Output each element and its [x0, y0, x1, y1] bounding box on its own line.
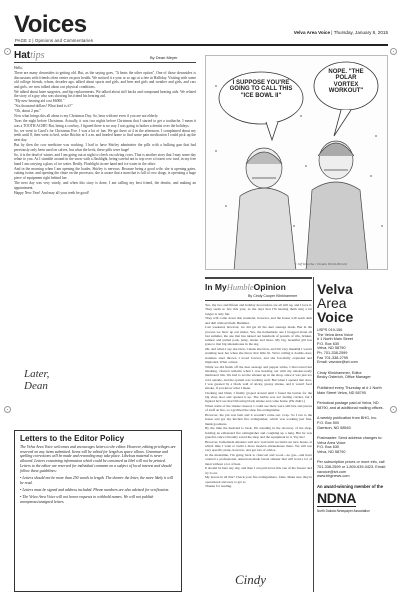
- paragraph: Oh, and when I say she blew, I mean she blew, and I'm very thankful I wasn't standing near her when she threw that little fit. We're calling it double-door, stainless steel thrown I loved forever, and she forcefully exploded and imploded. What a mess.: [205, 347, 312, 365]
- paragraph: "Six thousand dollars! What kind is it?": [14, 104, 73, 109]
- paragraph: "My new hearing aid cost $6000.": [14, 99, 65, 104]
- paragraph: But by then the cow medicine was working. I had to have Shirley administer the pills with a hulking gun that had previously only been used on calves, but what the heck, these pills were huge!: [14, 143, 196, 152]
- registration-mark-icon: [390, 48, 397, 55]
- opinion-rule: [205, 300, 312, 301]
- opinion-heading: In MyHumbleOpinion: [205, 282, 286, 292]
- policy-rules-list: [20, 476, 176, 505]
- sidebar-divider: [313, 277, 314, 592]
- paragraph: Twas the night before Christmas. Actually, it was two nights before Christmas that I started to get a toothache. I mean it was a TOOTH ACHE! But, being a cowboy, I figured there is no way I was going to bother a dentist over the holidays.: [14, 119, 196, 128]
- hat-tips-rule: [14, 62, 196, 63]
- policy-rule: • Letters must be signed and address included. Phone numbers are also advised for verification.: [20, 488, 176, 493]
- hat-tips-body: [14, 66, 196, 366]
- opinion-byline: By Cindy Cooper Klinkhammer: [248, 294, 298, 298]
- paragraph: "Oh, about 2 pm.": [14, 109, 41, 114]
- opinion-body: [205, 303, 312, 567]
- cartoon-left-bubble: I SUPPOSE YOU'RE GOING TO CALL THIS "ICE BOWL II": [229, 80, 293, 99]
- policy-title: Letters to the Editor Policy: [20, 434, 125, 443]
- subscription-info: Per subscription prices or more info, call 701-338-2599 or 1-800-639-0423. Email: vavoice@srt.com www.bhgnews.com: [317, 460, 386, 479]
- letters-policy-box: [14, 430, 182, 592]
- issue-date: Thursday, January 8, 2015: [333, 30, 388, 35]
- paragraph: However, the pin was bent and it wouldn't come out. Crap. So I ran to the house and got my kitchen fire extinguisher, which was working just fine, thank goodness.: [205, 413, 312, 426]
- masthead-date: [294, 30, 388, 35]
- paper-logo: Velva Area Voice: [317, 281, 354, 325]
- paragraph: The next day was very windy, and when this story is done, I am calling my best friend, the dentist, and making an appointment.: [14, 180, 196, 190]
- paragraph: Hello,: [14, 66, 24, 70]
- postmaster-info: Postmaster: Send address changes to: Velva Area Voice P.O. Box 630 Velva, ND 58790: [317, 436, 383, 454]
- opinion-top-rule: [205, 277, 312, 279]
- registration-mark-icon: [4, 48, 11, 55]
- ndna-logo: NDNA: [317, 490, 357, 507]
- registration-mark-icon: [390, 406, 397, 413]
- paragraph: In the meantime, I'm going back to charcoal and wood—no gas—and have ordered a professional, American-made barrel smoker that will hold a lot of meat without a lot of heat.: [205, 453, 312, 466]
- ndna-caption: North Dakota Newspaper Association: [317, 509, 370, 514]
- hat-tips-heading: Hattips: [14, 50, 45, 61]
- paragraph: They will come down this weekend, however, and the house will seem dark and dull without them. Bummer.: [205, 316, 312, 325]
- paragraph: There are many downsides to getting old. But, as the saying goes, "It beats the other option". One of those downsides is discussions with friends often center on poor health. We noticed it a year or so ago at a fete in Halliday. Visiting with some old college friends, whom, decades ago, talked about sports and girls, and beer and girls and weather and girls, and cars and girls, we now talked about our physical conditions.: [14, 70, 196, 89]
- staff-list: Cindy Klinkhammer, Editor Becky Osterloh, Office Manager: [317, 370, 371, 380]
- section-subtitle: PAGE 2 | Opinions and Commentaries: [15, 38, 94, 43]
- paragraph: My lesson in all this? Check your fire extinguishers, folks. Make sure they're operational and easy to get to.: [205, 475, 312, 484]
- date-separator: |: [331, 30, 334, 35]
- section-title: Voices: [14, 11, 87, 38]
- publication-info-sidebar: [317, 282, 388, 592]
- paragraph: So, it is the dead of winter, and I am going out at night to check on calving cows. That is another story that I may some day relate to you. As I stumble around in the snow with a flashlight, being careful not to trip over a frozen cow turd, in my free hand I am carrying a glass of ice water. Really. Flashlight in one hand and ice water in the other.: [14, 152, 196, 166]
- cartoon-right-bubble: NOPE. "THE POLAR VORTEX WORKOUT": [328, 69, 364, 95]
- hat-tips-byline: By Dean Meyer: [150, 55, 178, 60]
- policy-rule: • The Velva Area Voice will not honor requests to withhold names. We will not publish anonymous/unsigned letters.: [20, 495, 176, 504]
- paragraph: And in the morning when I am opening the loader, Shirley is nervous. Because being a good wife, she is opening gates, cutting twine, and opening the chute on the processor, she is aware that a man that is full of cow drugs, is operating a huge piece of equipment right behind her.: [14, 166, 196, 180]
- postage-info: Periodical postage paid at Velva, ND 58790, and at additional mailing offices.: [317, 401, 384, 410]
- paragraph: Choking and blind, I finally groped around until I found the button for the big shop door and opened it up. The barbie was not feeling cricket, but I figured he'd see that billowing black smoke and come home. (He didn't.): [205, 390, 312, 404]
- editorial-cartoon: [205, 55, 388, 270]
- paragraph: Happy New Year! And may all your teeth be good!: [14, 190, 90, 195]
- paragraph: When some of the smoke cleared, I could see there were still bits and pieces of stuff on fire, so I grabbed the shop fire extinguisher.: [205, 404, 312, 413]
- paragraph: We talked about knee surgeries, and hip replacements. We talked about stiff backs and compound hearing aids. We related the story of a guy who was showing his friend his hearing aid.: [14, 89, 196, 99]
- paragraph: It should be here any day, and then I can pull down this one of the freezer and try it out.: [205, 466, 312, 475]
- hat-tips-signature: Later, Dean: [24, 368, 50, 392]
- opinion-signature: Cindy: [235, 572, 267, 587]
- award-text: An award-winning member of the: [317, 483, 384, 489]
- policy-text: The Velva Area Voice welcomes and encourages letters to the editor. However, editing privileges are reserved on any items submitted. Items will be edited for length as space allows. Grammar and spelling corrections will be made and rewording may take place. Libelous material is never allowed. Letters containing information which could be construed as libel will not be printed. Letters to the editor are reserved for individual comment on a subject of local interest and should follow these guidelines:: [20, 445, 176, 473]
- paragraph: Last weekend, however, we did get all the deer sausage made. But in the process we blew up our mixer. Yes, the homemade one I bragged about all last summer, the one that has turned out hundreds of pounds of ribs, brisket, salmon and pulled pork, jerky, tender and more. My big, beautiful girl has gone to that big smokehouse in the sky.: [205, 325, 312, 347]
- paragraph: So, we went to Carol's for Christmas Eve. I was a lot of fun. We got there at 4 in the afternoon. I complained about my teeth until 8, then went to bed, woke Ritchie at 3 a.m. and headed home to find some pain medication I could pick up the next day.: [14, 128, 196, 143]
- publication-schedule: Published every Thursday at # 1 North Main Street Velva, ND 58790: [317, 385, 382, 395]
- paragraph: Thanks for reading.: [205, 484, 233, 489]
- paragraph: Now what brings this all about is my Christmas Day. So, bear with me even if you are not elderly.: [14, 114, 159, 119]
- publication-address: USPS 019-156 The Velva Area Voice # 1 North Main Street P.O. Box 630 Velva, ND 58790 Ph. 701-338-2599 Fax 701-338-2795 Email: vavoice@srt.com: [317, 328, 358, 365]
- publisher-info: A weekly publication from BHG, Inc. P.O. Box 500 Garrison, ND 58540: [317, 416, 378, 430]
- paragraph: By the time the husband is back, I'm standing in the doorway of the shop, holding an exhausted fire extinguisher and coughing up a lung. But he was grateful, since I literally saved the shop and the equipment in it. Yay me!: [205, 426, 312, 440]
- paragraph: However, homemade smokers will now wait until we build our new house, at which time I want to build a more modern smokehouse there. We will use very specific plans, however, and get lots of advice.: [205, 439, 312, 453]
- paragraph: Yes, my two and fifteen and holiday decorations are all still up, and I love it. They seem so few this year, as the days that I'm hearing them sing a bit longer is only fair.: [205, 303, 312, 316]
- page-masthead: [14, 11, 388, 46]
- policy-rule: • Letters should not be more than 250 words in length. The shorter the letter, the more likely it will be read.: [20, 476, 176, 485]
- cartoon-credit: © Jeff Koterba / Omaha World-Herald: [294, 262, 347, 266]
- paragraph: While we did finish off the deer sausage and pepper sticks, I discovered her smoking, charred remains when I was heading out with my smoker-ready marinated ribs. We had to set the smoker up in the shop, since it was just too cold outside, and the system was working well. But when I opened that door, I was greeted by a black wall of sticky, greasy smoke, and it wasn't food smoke, if you know what I mean.: [205, 364, 312, 391]
- registration-mark-icon: [4, 406, 11, 413]
- paper-name: Velva Area Voice: [293, 30, 331, 35]
